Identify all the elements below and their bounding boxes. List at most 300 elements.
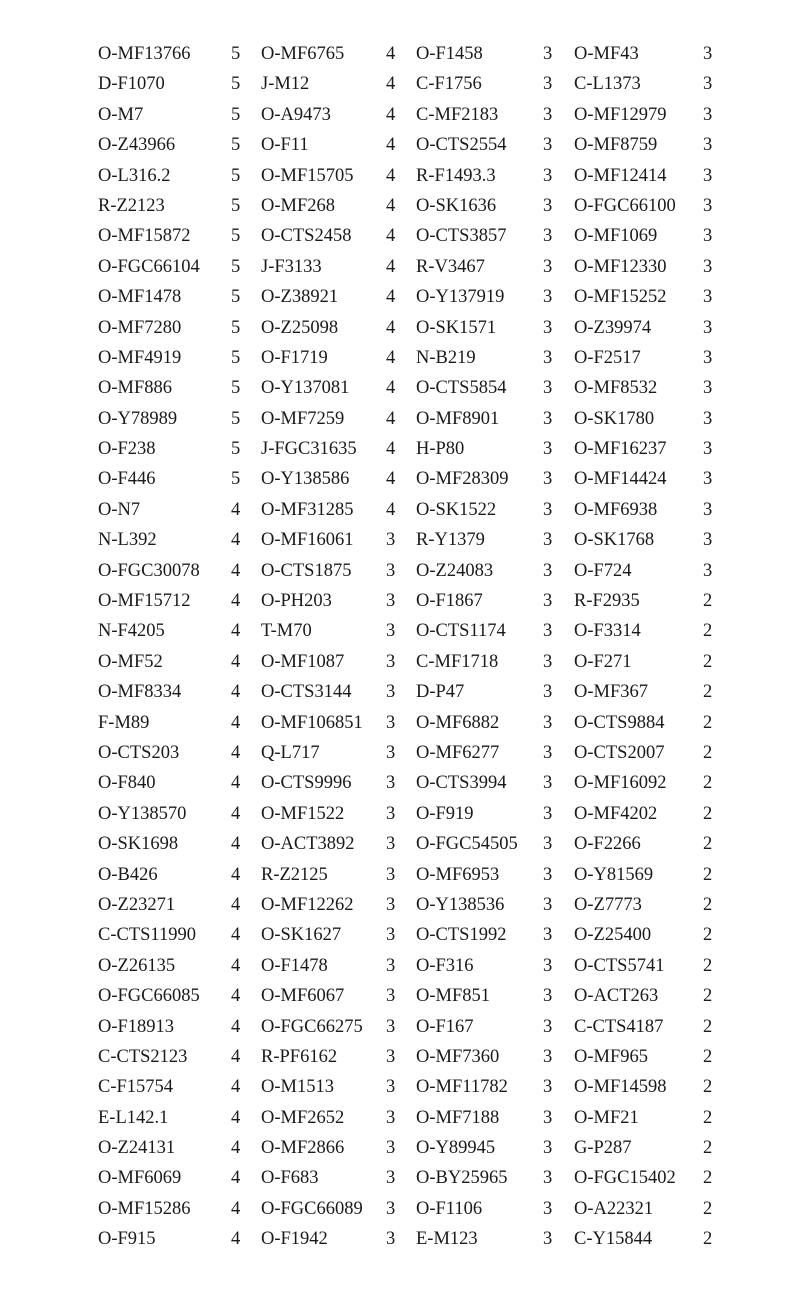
marker-count: 5 [231,165,241,186]
marker-count: 2 [703,1198,713,1219]
marker-count: 3 [543,44,553,64]
marker-code: C-F1756 [416,74,482,95]
marker-count: 4 [231,560,241,581]
marker-count: 3 [543,135,553,156]
marker-count: 3 [543,256,553,277]
marker-count: 4 [231,1229,241,1250]
marker-count: 3 [543,682,553,703]
marker-count: 5 [231,408,241,429]
marker-count: 3 [386,986,396,1007]
marker-code: R-F2935 [574,591,640,612]
table-row [98,799,718,829]
marker-code: O-MF268 [261,195,336,216]
marker-code: O-CTS5854 [416,378,507,399]
marker-count: 3 [386,621,396,642]
marker-count: 5 [231,317,241,338]
marker-code: O-SK1636 [416,195,497,216]
marker-count: 3 [543,195,553,216]
marker-count: 2 [703,712,713,733]
marker-count: 5 [231,44,241,64]
marker-count: 2 [703,651,713,672]
marker-code: O-F316 [416,955,474,976]
marker-code: H-P80 [416,439,465,460]
marker-code: O-Y138536 [416,894,505,915]
marker-count: 3 [386,834,396,855]
marker-code: O-SK1698 [98,834,179,855]
marker-count: 2 [703,864,713,885]
marker-count: 4 [386,165,396,186]
marker-code: F-M89 [98,712,150,733]
marker-count: 5 [231,104,241,125]
marker-code: O-FGC66275 [261,1016,363,1037]
marker-code: O-F1719 [261,347,328,368]
marker-code: O-MF43 [574,44,639,64]
marker-count: 2 [703,1016,713,1037]
table-row [98,1224,718,1254]
table-row [98,373,718,403]
marker-count: 3 [543,408,553,429]
marker-count: 3 [703,347,713,368]
marker-count: 3 [386,864,396,885]
marker-code: O-M1513 [261,1077,334,1098]
table-row [98,586,718,616]
marker-code: O-CTS3857 [416,226,507,247]
marker-code: N-F4205 [98,621,165,642]
marker-count: 2 [703,803,713,824]
table-row [98,616,718,646]
marker-code: O-Z26135 [98,955,176,976]
table-row [98,829,718,859]
marker-count: 5 [231,287,241,308]
marker-count: 4 [231,986,241,1007]
marker-code: O-MF7259 [261,408,345,429]
marker-count: 4 [386,226,396,247]
marker-count: 3 [703,499,713,520]
marker-code: O-MF1087 [261,651,345,672]
marker-count: 3 [543,712,553,733]
table-row [98,768,718,798]
marker-count: 3 [543,317,553,338]
table-row [98,556,718,586]
table-row [98,647,718,677]
table-row [98,920,718,950]
marker-code: O-CTS1875 [261,560,352,581]
marker-count: 4 [231,621,241,642]
marker-count: 3 [386,742,396,763]
marker-code: O-MF52 [98,651,163,672]
marker-code: O-F3314 [574,621,641,642]
marker-code: O-CTS1174 [416,621,506,642]
marker-count: 3 [543,925,553,946]
marker-count: 4 [386,408,396,429]
marker-count: 3 [703,439,713,460]
marker-count: 3 [386,591,396,612]
marker-code: O-CTS3144 [261,682,352,703]
marker-code: O-MF6882 [416,712,500,733]
marker-code: C-CTS11990 [98,925,196,946]
marker-code: O-MF16061 [261,530,354,551]
marker-code: O-ACT3892 [261,834,355,855]
marker-code: O-MF106851 [261,712,363,733]
marker-count: 3 [386,925,396,946]
marker-code: C-Y15844 [574,1229,653,1250]
marker-count: 3 [543,864,553,885]
marker-code: O-F1867 [416,591,483,612]
marker-count: 4 [231,1077,241,1098]
marker-count: 4 [231,803,241,824]
table-row [98,343,718,373]
marker-code: O-MF12330 [574,256,667,277]
marker-code: O-MF6938 [574,499,658,520]
marker-code: R-V3467 [416,256,485,277]
marker-count: 3 [703,165,713,186]
marker-code: O-Y78989 [98,408,178,429]
marker-code: D-P47 [416,682,465,703]
table-row [98,221,718,251]
marker-code: R-F1493.3 [416,165,496,186]
marker-code: O-MF21 [574,1107,639,1128]
marker-code: O-F2517 [574,347,641,368]
marker-count: 3 [386,1077,396,1098]
marker-code: E-L142.1 [98,1107,169,1128]
marker-count: 3 [543,530,553,551]
marker-count: 3 [386,894,396,915]
marker-count: 3 [703,560,713,581]
marker-code: O-MF1522 [261,803,345,824]
marker-code: O-F2266 [574,834,641,855]
marker-code: O-MF15286 [98,1198,191,1219]
marker-code: O-MF15252 [574,287,667,308]
marker-count: 3 [703,104,713,125]
marker-count: 3 [543,1229,553,1250]
marker-count: 2 [703,894,713,915]
table-row [98,464,718,494]
table-row [98,890,718,920]
marker-code: O-Z23271 [98,894,176,915]
marker-code: R-Y1379 [416,530,485,551]
marker-code: O-MF8901 [416,408,500,429]
marker-count: 4 [386,469,396,490]
table-row [98,252,718,282]
marker-count: 2 [703,1077,713,1098]
marker-count: 2 [703,986,713,1007]
marker-count: 3 [386,1016,396,1037]
marker-code: O-M7 [98,104,144,125]
marker-count: 4 [231,1046,241,1067]
marker-code: O-MF12414 [574,165,667,186]
marker-code: O-F915 [98,1229,156,1250]
marker-code: C-MF1718 [416,651,499,672]
marker-count: 5 [231,347,241,368]
marker-count: 3 [543,1168,553,1189]
marker-code: O-Z24083 [416,560,494,581]
marker-code: O-MF15712 [98,591,191,612]
marker-count: 4 [231,591,241,612]
marker-code: O-MF16092 [574,773,667,794]
marker-code: O-MF1069 [574,226,658,247]
marker-count: 4 [231,651,241,672]
marker-count: 3 [703,378,713,399]
marker-count: 4 [386,378,396,399]
table-row [98,1042,718,1072]
marker-count: 4 [386,347,396,368]
marker-count: 3 [386,1229,396,1250]
marker-code: O-MF6277 [416,742,500,763]
table-row [98,677,718,707]
marker-code: O-F683 [261,1168,319,1189]
marker-code: O-Y138586 [261,469,350,490]
marker-code: O-CTS2458 [261,226,352,247]
marker-code: Q-L717 [261,742,320,763]
marker-count: 4 [386,74,396,95]
marker-count: 3 [703,530,713,551]
table-row [98,100,718,130]
marker-count: 3 [543,1198,553,1219]
marker-count: 4 [231,1138,241,1159]
table-row [98,525,718,555]
marker-count: 3 [386,1046,396,1067]
marker-count: 5 [231,226,241,247]
marker-code: D-F1070 [98,74,165,95]
marker-count: 4 [231,1016,241,1037]
marker-count: 3 [543,560,553,581]
marker-count: 3 [703,195,713,216]
marker-count: 3 [543,469,553,490]
marker-count: 3 [543,894,553,915]
marker-count: 3 [543,499,553,520]
marker-code: O-Z43966 [98,135,176,156]
marker-code: T-M70 [261,621,312,642]
marker-count: 3 [386,712,396,733]
marker-count: 4 [231,925,241,946]
marker-count: 3 [703,256,713,277]
marker-count: 4 [386,317,396,338]
marker-code: O-Y81569 [574,864,654,885]
marker-code: O-MF2652 [261,1107,345,1128]
marker-code: O-SK1780 [574,408,655,429]
table-row [98,495,718,525]
marker-code: O-Y137919 [416,287,505,308]
marker-code: O-F271 [574,651,632,672]
marker-code: C-F15754 [98,1077,174,1098]
marker-code: O-Z25400 [574,925,652,946]
marker-count: 5 [231,256,241,277]
marker-code: O-FGC66089 [261,1198,363,1219]
marker-code: O-A9473 [261,104,331,125]
marker-count: 4 [231,682,241,703]
marker-count: 3 [386,955,396,976]
marker-count: 2 [703,773,713,794]
table-row [98,738,718,768]
marker-code: O-MF6069 [98,1168,182,1189]
marker-code: C-CTS4187 [574,1016,664,1037]
marker-code: N-B219 [416,347,476,368]
marker-code: O-Y138570 [98,803,187,824]
table-row [98,708,718,738]
marker-code: R-PF6162 [261,1046,338,1067]
marker-count: 3 [543,74,553,95]
marker-count: 3 [543,742,553,763]
marker-code: O-MF851 [416,986,491,1007]
marker-count: 3 [543,104,553,125]
marker-code: O-B426 [98,864,158,885]
marker-code: J-M12 [261,74,310,95]
marker-code: O-F238 [98,439,156,460]
marker-count: 3 [703,44,713,64]
marker-code: O-PH203 [261,591,332,612]
marker-code: G-P287 [574,1138,632,1159]
table-row [98,860,718,890]
marker-count: 3 [386,803,396,824]
marker-count: 3 [543,621,553,642]
marker-code: O-MF16237 [574,439,667,460]
marker-code: C-CTS2123 [98,1046,188,1067]
marker-count: 2 [703,1229,713,1250]
marker-code: O-F1478 [261,955,328,976]
table-row [98,161,718,191]
marker-code: O-FGC30078 [98,560,200,581]
marker-count: 3 [386,1168,396,1189]
marker-code: O-F11 [261,135,309,156]
marker-count: 4 [386,104,396,125]
table-row [98,1012,718,1042]
marker-count: 5 [231,135,241,156]
marker-code: O-Z39974 [574,317,652,338]
marker-code: O-CTS2007 [574,742,665,763]
marker-count: 4 [231,499,241,520]
marker-code: O-MF31285 [261,499,354,520]
marker-code: O-BY25965 [416,1168,508,1189]
marker-count: 3 [543,287,553,308]
marker-count: 3 [543,226,553,247]
marker-code: O-MF886 [98,378,173,399]
marker-code: O-L316.2 [98,165,171,186]
marker-count: 4 [231,742,241,763]
marker-count: 3 [543,165,553,186]
marker-count: 2 [703,955,713,976]
marker-code: O-CTS9884 [574,712,665,733]
marker-count: 4 [231,955,241,976]
marker-code: O-CTS1992 [416,925,507,946]
marker-code: O-F840 [98,773,156,794]
marker-count: 3 [703,469,713,490]
table-row [98,39,718,69]
marker-count: 2 [703,621,713,642]
marker-code: O-MF14598 [574,1077,667,1098]
marker-code: O-ACT263 [574,986,659,1007]
marker-code: O-MF7280 [98,317,182,338]
marker-count: 3 [543,1016,553,1037]
marker-count: 4 [231,834,241,855]
marker-code: O-MF2866 [261,1138,345,1159]
marker-code: O-Z25098 [261,317,339,338]
marker-code: O-MF4202 [574,803,658,824]
marker-count: 3 [543,378,553,399]
marker-code: O-FGC66085 [98,986,200,1007]
marker-code: O-SK1522 [416,499,497,520]
table-row [98,981,718,1011]
marker-code: O-MF8759 [574,135,658,156]
marker-code: C-L1373 [574,74,641,95]
marker-code: O-FGC66100 [574,195,676,216]
table-row [98,69,718,99]
marker-count: 4 [386,256,396,277]
marker-code: O-F1942 [261,1229,328,1250]
marker-count-table [98,39,718,1255]
marker-code: O-MF7360 [416,1046,500,1067]
marker-code: O-F18913 [98,1016,175,1037]
marker-count: 3 [543,955,553,976]
marker-code: O-SK1627 [261,925,342,946]
marker-code: O-F1106 [416,1198,483,1219]
marker-count: 2 [703,1107,713,1128]
marker-code: R-Z2125 [261,864,328,885]
marker-code: O-F1458 [416,44,483,64]
marker-count: 4 [386,135,396,156]
marker-count: 2 [703,1168,713,1189]
marker-code: O-MF8532 [574,378,658,399]
marker-count: 4 [386,287,396,308]
marker-count: 3 [543,347,553,368]
marker-count: 3 [543,439,553,460]
table-row [98,282,718,312]
marker-count: 3 [703,135,713,156]
marker-code: O-MF28309 [416,469,509,490]
marker-count: 5 [231,74,241,95]
marker-count: 3 [386,530,396,551]
marker-code: O-MF6953 [416,864,500,885]
marker-count: 3 [703,317,713,338]
marker-code: O-MF7188 [416,1107,500,1128]
table-row [98,1133,718,1163]
table-row [98,434,718,464]
marker-count: 2 [703,1046,713,1067]
marker-count: 4 [231,894,241,915]
marker-count: 4 [231,773,241,794]
marker-count: 3 [703,287,713,308]
table-row [98,130,718,160]
marker-code: C-MF2183 [416,104,499,125]
marker-code: O-MF13766 [98,44,191,64]
marker-count: 4 [231,864,241,885]
table-row [98,951,718,981]
marker-code: O-FGC54505 [416,834,518,855]
marker-code: O-MF11782 [416,1077,508,1098]
marker-code: O-N7 [98,499,141,520]
marker-count: 2 [703,682,713,703]
marker-code: O-MF4919 [98,347,182,368]
table-row [98,191,718,221]
table-row [98,1163,718,1193]
marker-count: 4 [231,1168,241,1189]
marker-count: 3 [543,803,553,824]
marker-code: O-Z24131 [98,1138,176,1159]
marker-code: O-F446 [98,469,156,490]
marker-code: O-FGC66104 [98,256,200,277]
marker-code: O-MF12262 [261,894,354,915]
marker-code: O-SK1571 [416,317,497,338]
marker-count: 4 [386,44,396,64]
marker-count: 2 [703,834,713,855]
marker-count: 3 [386,682,396,703]
marker-count: 3 [386,773,396,794]
marker-count: 3 [386,1107,396,1128]
marker-code: O-MF965 [574,1046,649,1067]
marker-count: 4 [231,530,241,551]
marker-count: 3 [543,1077,553,1098]
marker-count: 3 [703,408,713,429]
marker-count: 2 [703,591,713,612]
